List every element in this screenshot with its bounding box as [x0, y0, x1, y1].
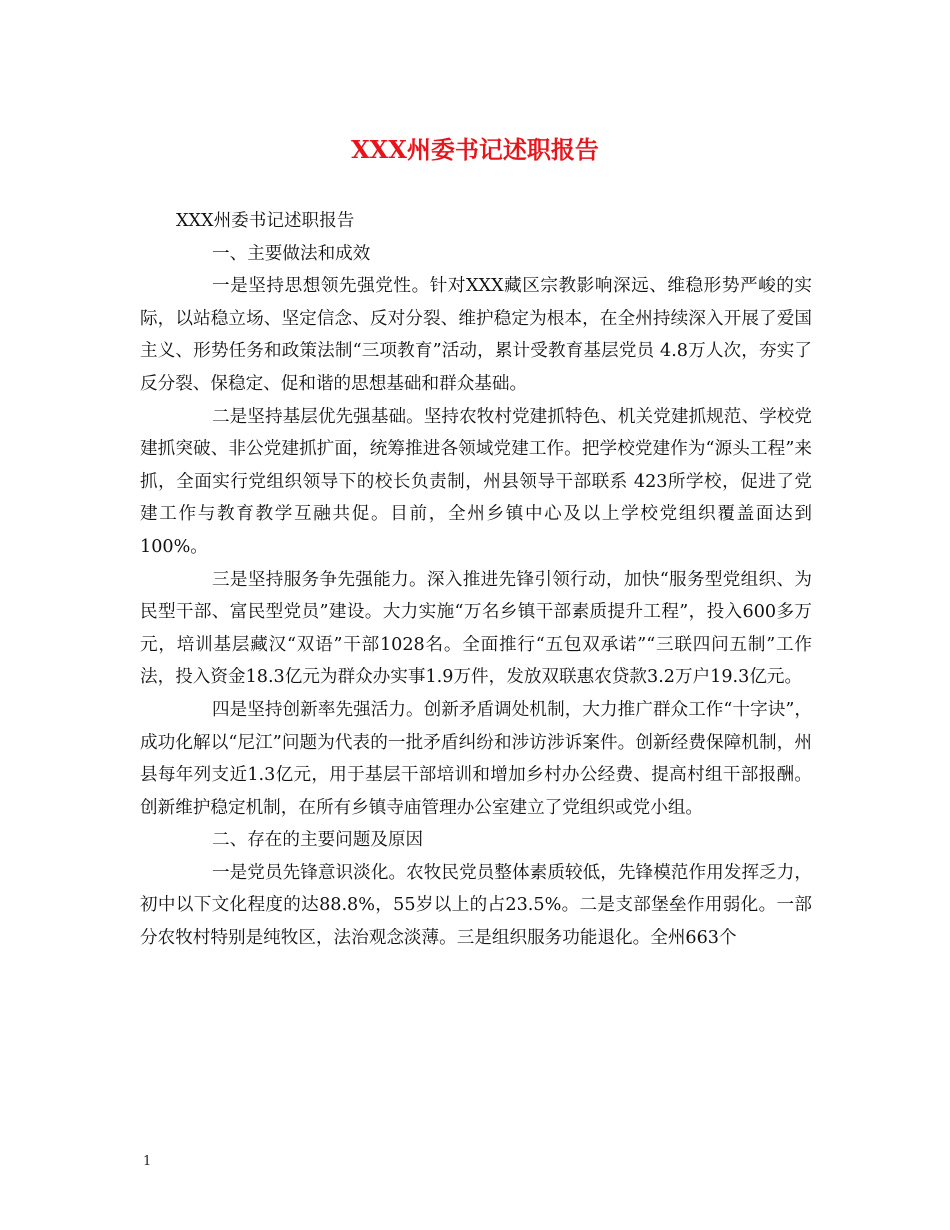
section-heading-2: 二、存在的主要问题及原因 [212, 830, 424, 851]
paragraph-1: 一是坚持思想领先强党性。针对XXX藏区宗教影响深远、维稳形势严峻的实际，以站稳立场、坚定信念、反对分裂、维护稳定为根本，在全州持续深入开展了爱国主义、形势任务和政策法制“三项教育”活动，累计受教育基层党员 4.8万人次，夯实了反分裂、保稳定、促和谐的思想基础和群众基础。 [140, 276, 812, 394]
paragraph-3: 三是坚持服务争先强能力。深入推进先锋引领行动，加快“服务型党组织、为民型干部、富民型党员”建设。大力实施“万名乡镇干部素质提升工程”，投入600多万元，培训基层藏汉“双语”干部1028名。全面推行“五包双承诺”“三联四问五制”工作法，投入资金18.3亿元为群众办实事1.9万件，发放双联惠农贷款3.2万户19.3亿元。 [140, 569, 812, 688]
paragraph-2: 二是坚持基层优先强基础。坚持农牧村党建抓特色、机关党建抓规范、学校党建抓突破、非公党建抓扩面，统筹推进各领域党建工作。把学校党建作为“源头工程”来抓，全面实行党组织领导下的校长负责制，州县领导干部联系 423所学校，促进了党建工作与教育教学互融共促。目前，全州乡镇中心及以上学校党组织覆盖面达到100%。 [140, 406, 812, 557]
section-heading-1: 一、主要做法和成效 [212, 243, 371, 264]
document-title: XXX州委书记述职报告 [351, 135, 599, 164]
document-subtitle: XXX州委书记述职报告 [176, 211, 355, 231]
document-body [140, 205, 812, 955]
paragraph-5: 一是党员先锋意识淡化。农牧民党员整体素质较低，先锋模范作用发挥乏力，初中以下文化程度的达88.8%，55岁以上的占23.5%。二是支部堡垒作用弱化。一部分农牧村特别是纯牧区，法治观念淡薄。三是组织服务功能退化。全州663个 [140, 862, 812, 949]
paragraph-4: 四是坚持创新率先强活力。创新矛盾调处机制，大力推广群众工作“十字诀”，成功化解以“尼江”问题为代表的一批矛盾纠纷和涉访涉诉案件。创新经费保障机制，州县每年列支近1.3亿元，用于基层干部培训和增加乡村办公经费、提高村组干部报酬。创新维护稳定机制，在所有乡镇寺庙管理办公室建立了党组织或党小组。 [140, 699, 812, 818]
page-number: 1 [143, 1154, 152, 1169]
